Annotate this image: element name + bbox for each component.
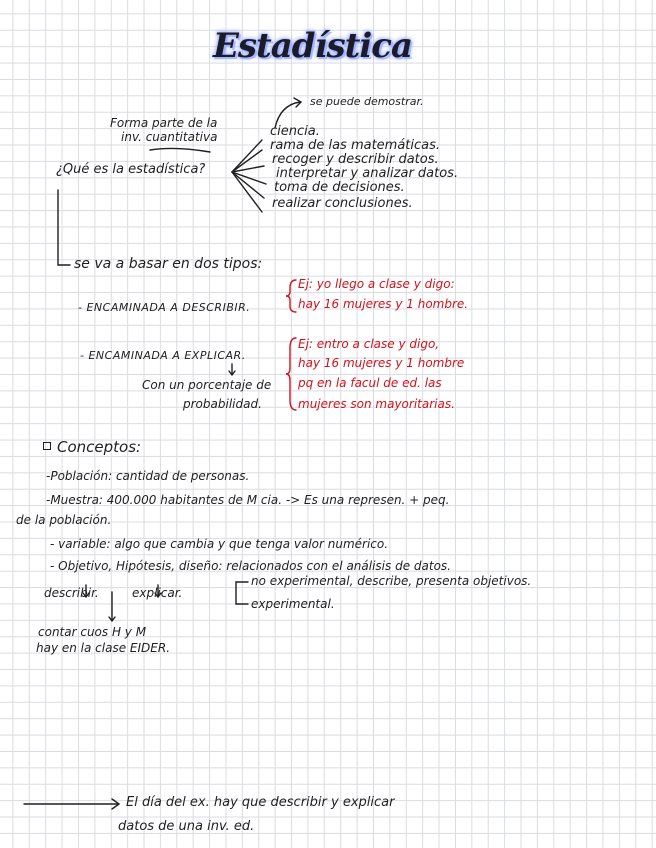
describir-example-line1: Ej: yo llego a clase y digo: bbox=[298, 277, 455, 291]
map-item-realizar: realizar conclusiones. bbox=[272, 196, 413, 211]
map-item-toma: toma de decisiones. bbox=[274, 180, 405, 195]
explicar-example-line2: hay 16 mujeres y 1 hombre bbox=[298, 356, 465, 370]
question-text: ¿Qué es la estadística? bbox=[56, 162, 206, 177]
tipos-intro: se va a basar en dos tipos: bbox=[74, 256, 263, 272]
forma-parte-arc bbox=[150, 148, 210, 152]
explicar-example-line1: Ej: entro a clase y digo, bbox=[298, 337, 440, 351]
conceptos-bullet-icon bbox=[43, 442, 51, 450]
conceptos-heading: Conceptos: bbox=[57, 438, 142, 456]
forma-parte-line2: inv. cuantitativa bbox=[121, 130, 218, 144]
concepto-muestra-cont: de la población. bbox=[16, 513, 112, 527]
contar-line1: contar cuos H y M bbox=[38, 625, 147, 639]
page-title: Estadística bbox=[213, 26, 412, 66]
explicar-label: - ENCAMINADA A EXPLICAR. bbox=[80, 349, 246, 362]
concepto-muestra: -Muestra: 400.000 habitantes de M cia. -> Es una represen. + peq. bbox=[46, 493, 450, 507]
forma-parte-line1: Forma parte de la bbox=[110, 116, 218, 130]
describir-example-line2: hay 16 mujeres y 1 hombre. bbox=[298, 297, 469, 311]
explicar-note-line2: probabilidad. bbox=[183, 397, 262, 411]
concepto-explicar: explicar. bbox=[132, 586, 183, 600]
explicar-example-line3: pq en la facul de ed. las bbox=[298, 376, 442, 390]
describir-label: - ENCAMINADA A DESCRIBIR. bbox=[78, 301, 251, 314]
map-item-interpretar: interpretar y analizar datos. bbox=[276, 166, 459, 181]
explicar-note-line1: Con un porcentaje de bbox=[142, 378, 272, 392]
footer-line2: datos de una inv. ed. bbox=[118, 819, 255, 834]
tipos-connector bbox=[58, 190, 70, 265]
map-item-rama: rama de las matemáticas. bbox=[270, 138, 441, 153]
map-item-ciencia: ciencia. bbox=[270, 124, 320, 139]
explicar-brace bbox=[286, 338, 296, 410]
concepto-poblacion: -Población: cantidad de personas. bbox=[46, 469, 250, 483]
map-item-recoger: recoger y describir datos. bbox=[272, 152, 439, 167]
describir-brace bbox=[286, 280, 296, 312]
se-puede-text: se puede demostrar. bbox=[310, 95, 424, 108]
explicar-example-line4: mujeres son mayoritarias. bbox=[298, 397, 455, 411]
no-experimental-text: no experimental, describe, presenta objetivos. bbox=[251, 574, 532, 588]
contar-line2: hay en la clase EIDER. bbox=[36, 641, 171, 655]
footer-line1: El día del ex. hay que describir y explicar bbox=[126, 795, 395, 810]
experimental-text: experimental. bbox=[251, 597, 335, 611]
concepto-describir: describir. bbox=[44, 586, 99, 600]
concepto-variable: - variable: algo que cambia y que tenga valor numérico. bbox=[50, 537, 389, 551]
concepto-objetivo: - Objetivo, Hipótesis, diseño: relacionados con el análisis de datos. bbox=[50, 559, 451, 573]
